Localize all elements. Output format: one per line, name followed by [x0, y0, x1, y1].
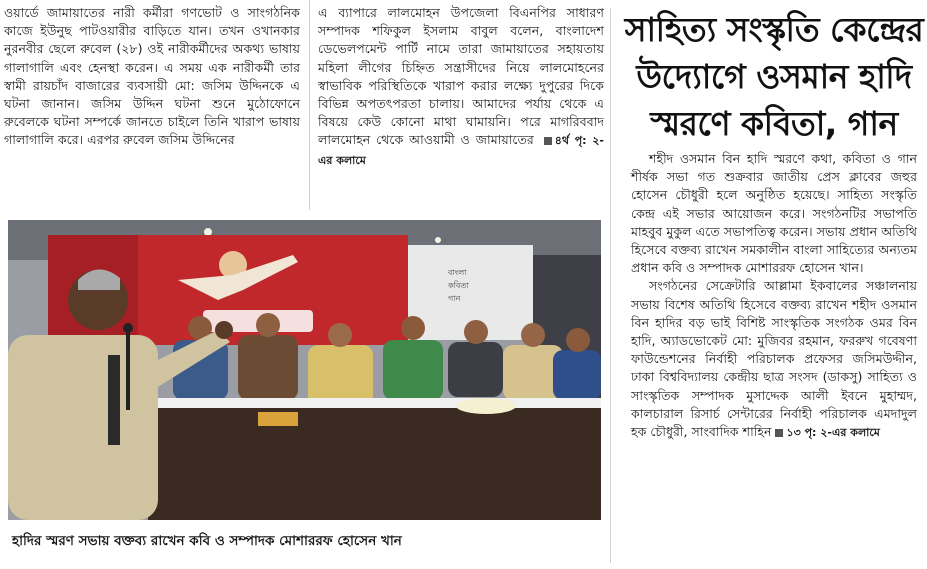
- article-paragraph-2: [631, 277, 917, 442]
- middle-continuation: ৪র্থ পৃ: ২-এর কলামে: [318, 134, 604, 167]
- banner-word-2: কবিতা: [448, 281, 469, 290]
- headline-line-2: উদ্যোগে ওসমান হাদি: [636, 57, 912, 96]
- photo-caption: হাদির স্মরণ সভায় বক্তব্য রাখেন কবি ও সম্পাদক মোশাররফ হোসেন খান: [12, 533, 402, 549]
- continuation-square-icon: [544, 137, 552, 145]
- middle-column-text: [318, 4, 604, 170]
- left-column-text: [4, 4, 300, 150]
- left-column-body: ওয়ার্ডে জামায়াতের নারী কর্মীরা গণভোট ও সাংগঠনিক কাজে ইউনুছ পাটওয়ারীর বাড়িতে যান। তখন ওখানকার নুরনবীর ছেলে রুবেল (২৮) ওই নারীকর্মীদের অকথ্য ভাষায় গালাগালি এবং হেনস্থা করেন। এ সময় এক নারীকর্মী তার স্বামী রায়চাঁদ বাজারের ব্যবসায়ী মো: জসিম উদ্দিনকে এ ঘটনা জানান। জসিম উদ্দিন ঘটনা শুনে মুঠোফোনে রুবেলকে ঘটনা সম্পর্কে জানতে চাইলে তিনি খারাপ ভাষায় গালাগালি করে। এরপর রুবেল জসিম উদ্দিনের: [4, 5, 300, 148]
- article-paragraph-1: শহীদ ওসমান বিন হাদি স্মরণে কথা, কবিতা ও গান শীর্ষক সভা গত শুক্রবার জাতীয় প্রেস ক্লাবের জহুর হোসেন চৌধুরী হলে অনুষ্ঠিত হয়েছে। সাহিত্য সংস্কৃতি কেন্দ্র এই সভার আয়োজন করে। সংগঠনটির সভাপতি মাহবুব মুকুল এতে সভাপতিত্ব করেন। সভায় প্রধান অতিথি হিসেবে বক্তব্য রাখেন সমকালীন বাংলা সাহিত্যের অন্যতম প্রধান কবি ও সম্পাদক মোশাররফ হোসেন খান।: [631, 151, 917, 276]
- middle-column-body: এ ব্যাপারে লালমোহন উপজেলা বিএনপির সাধারণ সম্পাদক শফিকুল ইসলাম বাবুল বলেন, বাংলাদেশ ডেভেলপমেন্ট পার্টি নামে তারা জামায়াতের সহায়তায় মহিলা লীগের চিহ্নিত সন্ত্রাসীদের নিয়ে লালমোহনের স্বাভাবিক পরিস্থিতিকে খারাপ করার লক্ষ্যে দুপুরের দিকে বিভিন্ন অপতৎপরতা চালায়। আমাদের পর্যায় থেকে এ বিষয়ে কেউ কোনো মাথা ঘামায়নি। পরে মাগরিববাদ লালমোহন থেকে আওয়ামী ও জামায়াতের: [318, 5, 604, 148]
- banner-word-3: গান: [448, 294, 461, 303]
- event-photo-illustration: [8, 220, 601, 520]
- column-divider: [309, 0, 310, 210]
- article-divider: [610, 8, 611, 563]
- event-photo: [8, 220, 601, 520]
- article-body: [631, 150, 917, 442]
- banner-word-1: বাংলা: [448, 268, 467, 277]
- headline-line-1: সাহিত্য সংস্কৃতি কেন্দ্রের: [624, 10, 924, 49]
- article-paragraph-2-text: সংগঠনের সেক্রেটারি আল্লামা ইকবালের সঞ্চালনায় সভায় বিশেষ অতিথি হিসেবে বক্তব্য রাখেন শহীদ ওসমান বিন হাদির বড় ভাই বিশিষ্ট সাংস্কৃতিক সংগঠক ওমর বিন হাদি, অ্যাডভোকেট মো: মুজিবর রহমান, ফররুখ গবেষণা ফাউন্ডেশনের নির্বাহী পরিচালক প্রফেসর জসিমউদ্দীন, ঢাকা বিশ্ববিদ্যালয় কেন্দ্রীয় ছাত্র সংসদ (ডাকসু) সাহিত্য ও সাংস্কৃতিক সম্পাদক মুসাদ্দেক আলী ইবনে মুহাম্মদ, কালচারাল রিসার্চ সেন্টারের নির্বাহী পরিচালক এমদাদুল হক চৌধুরী, সাংবাদিক শাহিন: [631, 278, 917, 440]
- head-table: [148, 398, 601, 520]
- headline-line-3: স্মরণে কবিতা, গান: [650, 104, 898, 143]
- article-headline: [624, 6, 924, 147]
- article-continuation: ১৩ পৃ: ২-এর কলামে: [786, 426, 880, 440]
- continuation-square-icon: [775, 429, 783, 437]
